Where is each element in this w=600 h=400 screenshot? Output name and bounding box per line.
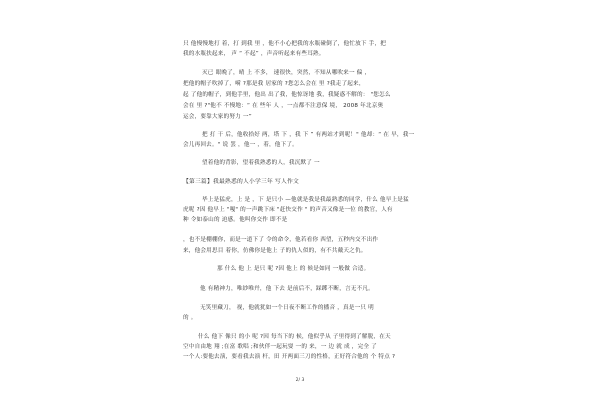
text-line: 一个人:要他去演，要看我去演 杆，田 开两面三刀的性格，正好符合他的 个 特点 ? bbox=[183, 354, 396, 360]
text-line: 空中自由地 翔 ;在富 歌唱 ;和伙伴一起玩耍 一的 来，一 边 就 成 ，完全 了 bbox=[183, 344, 377, 350]
text-line: 把 打 干 后，他收拾好 两，塔 下 ，我 下 ” 有两站才到呢！" 他却：“ 在 早，我一 bbox=[202, 132, 415, 138]
text-line: 来，他会用思目 着你，仿佛你是他上 子的仇人似的，有不共戴天之仇。 bbox=[183, 248, 367, 254]
page-number: 2/ 3 bbox=[295, 378, 305, 383]
text-line: 种 令如泰山的 迫感。他叫你交作 即不是 bbox=[183, 217, 288, 223]
text-line: 起 了他的帽子，到他手里，他出 出了我，他惊讶地 我，我疑惑不解的： "您怎么 bbox=[183, 92, 391, 98]
text-line: 灭已 眼晚了，晴 上 不多， 速很快，突然，不知从哪吹来一 偏 ， bbox=[202, 70, 371, 76]
text-line: 只 他慢慢地打 着，打 到我 里 ，他不小心把我的水瓶碰倒了，他忙放下 手，把 bbox=[183, 41, 387, 47]
text-line: 运会，要靠大家的努力 一” bbox=[183, 114, 252, 120]
text-line: 望着他的背影，望着我熟悉的人，我沉默了 一 bbox=[202, 160, 320, 166]
text-line: 那 什么 他 上 是只 呢 ?因 他上 的 候是如同 一般做 合适。 bbox=[217, 266, 370, 272]
text-line: 他 有精神力，唯紗唯幷，他 下去 是前后不，踩踯不断，言无不凡。 bbox=[200, 286, 374, 292]
text-line: 什么 他下 像只 的小 呢 ?因 每当下的 候，他似乎从 子里得到了解脱，在天 bbox=[198, 334, 391, 340]
section-heading: 【第三篇】我最熟悉的人小学三年 写人作文 bbox=[183, 179, 299, 185]
text-line: 的 。 bbox=[183, 315, 197, 321]
text-line: 会儿再回去。" 说 罢 ，他一 ，着，他下了。 bbox=[183, 142, 298, 148]
text-line: 无笑里藏刀， 视，他就犹如一个日夜不断工作的播音 ，真是一只 明 bbox=[200, 305, 374, 311]
text-line: 虎呢 ?因 他早上 "嘎" 的一声跳下床 "赶快交作 " 的声音又像是一位 的教官，人有 bbox=[183, 207, 393, 213]
text-line: 把他的帽子吹掉了，嗬 ?那是我 居家的 ?您怎么会在 里 ?我走了起来， bbox=[183, 81, 365, 87]
text-line: 会在 里 ?"他不 不慢地：“ 在 些年 人 ，一点都不注意保 境， 2008 年北京奥 bbox=[183, 103, 384, 109]
text-line: ，也不是棚棚你，而是一道下了 令的命令，他若看你 西望，五秒内交不出作 bbox=[183, 237, 379, 243]
text-line: 我的水瓶扶起来， 声 “ 不起” ，声音听起来有些耳熟。 bbox=[183, 51, 325, 57]
text-line: 毕上是猛虎，上 是 ，下 是只小 —他就是我是我最熟悉的同学，什么 他早上是猛 bbox=[202, 197, 409, 203]
